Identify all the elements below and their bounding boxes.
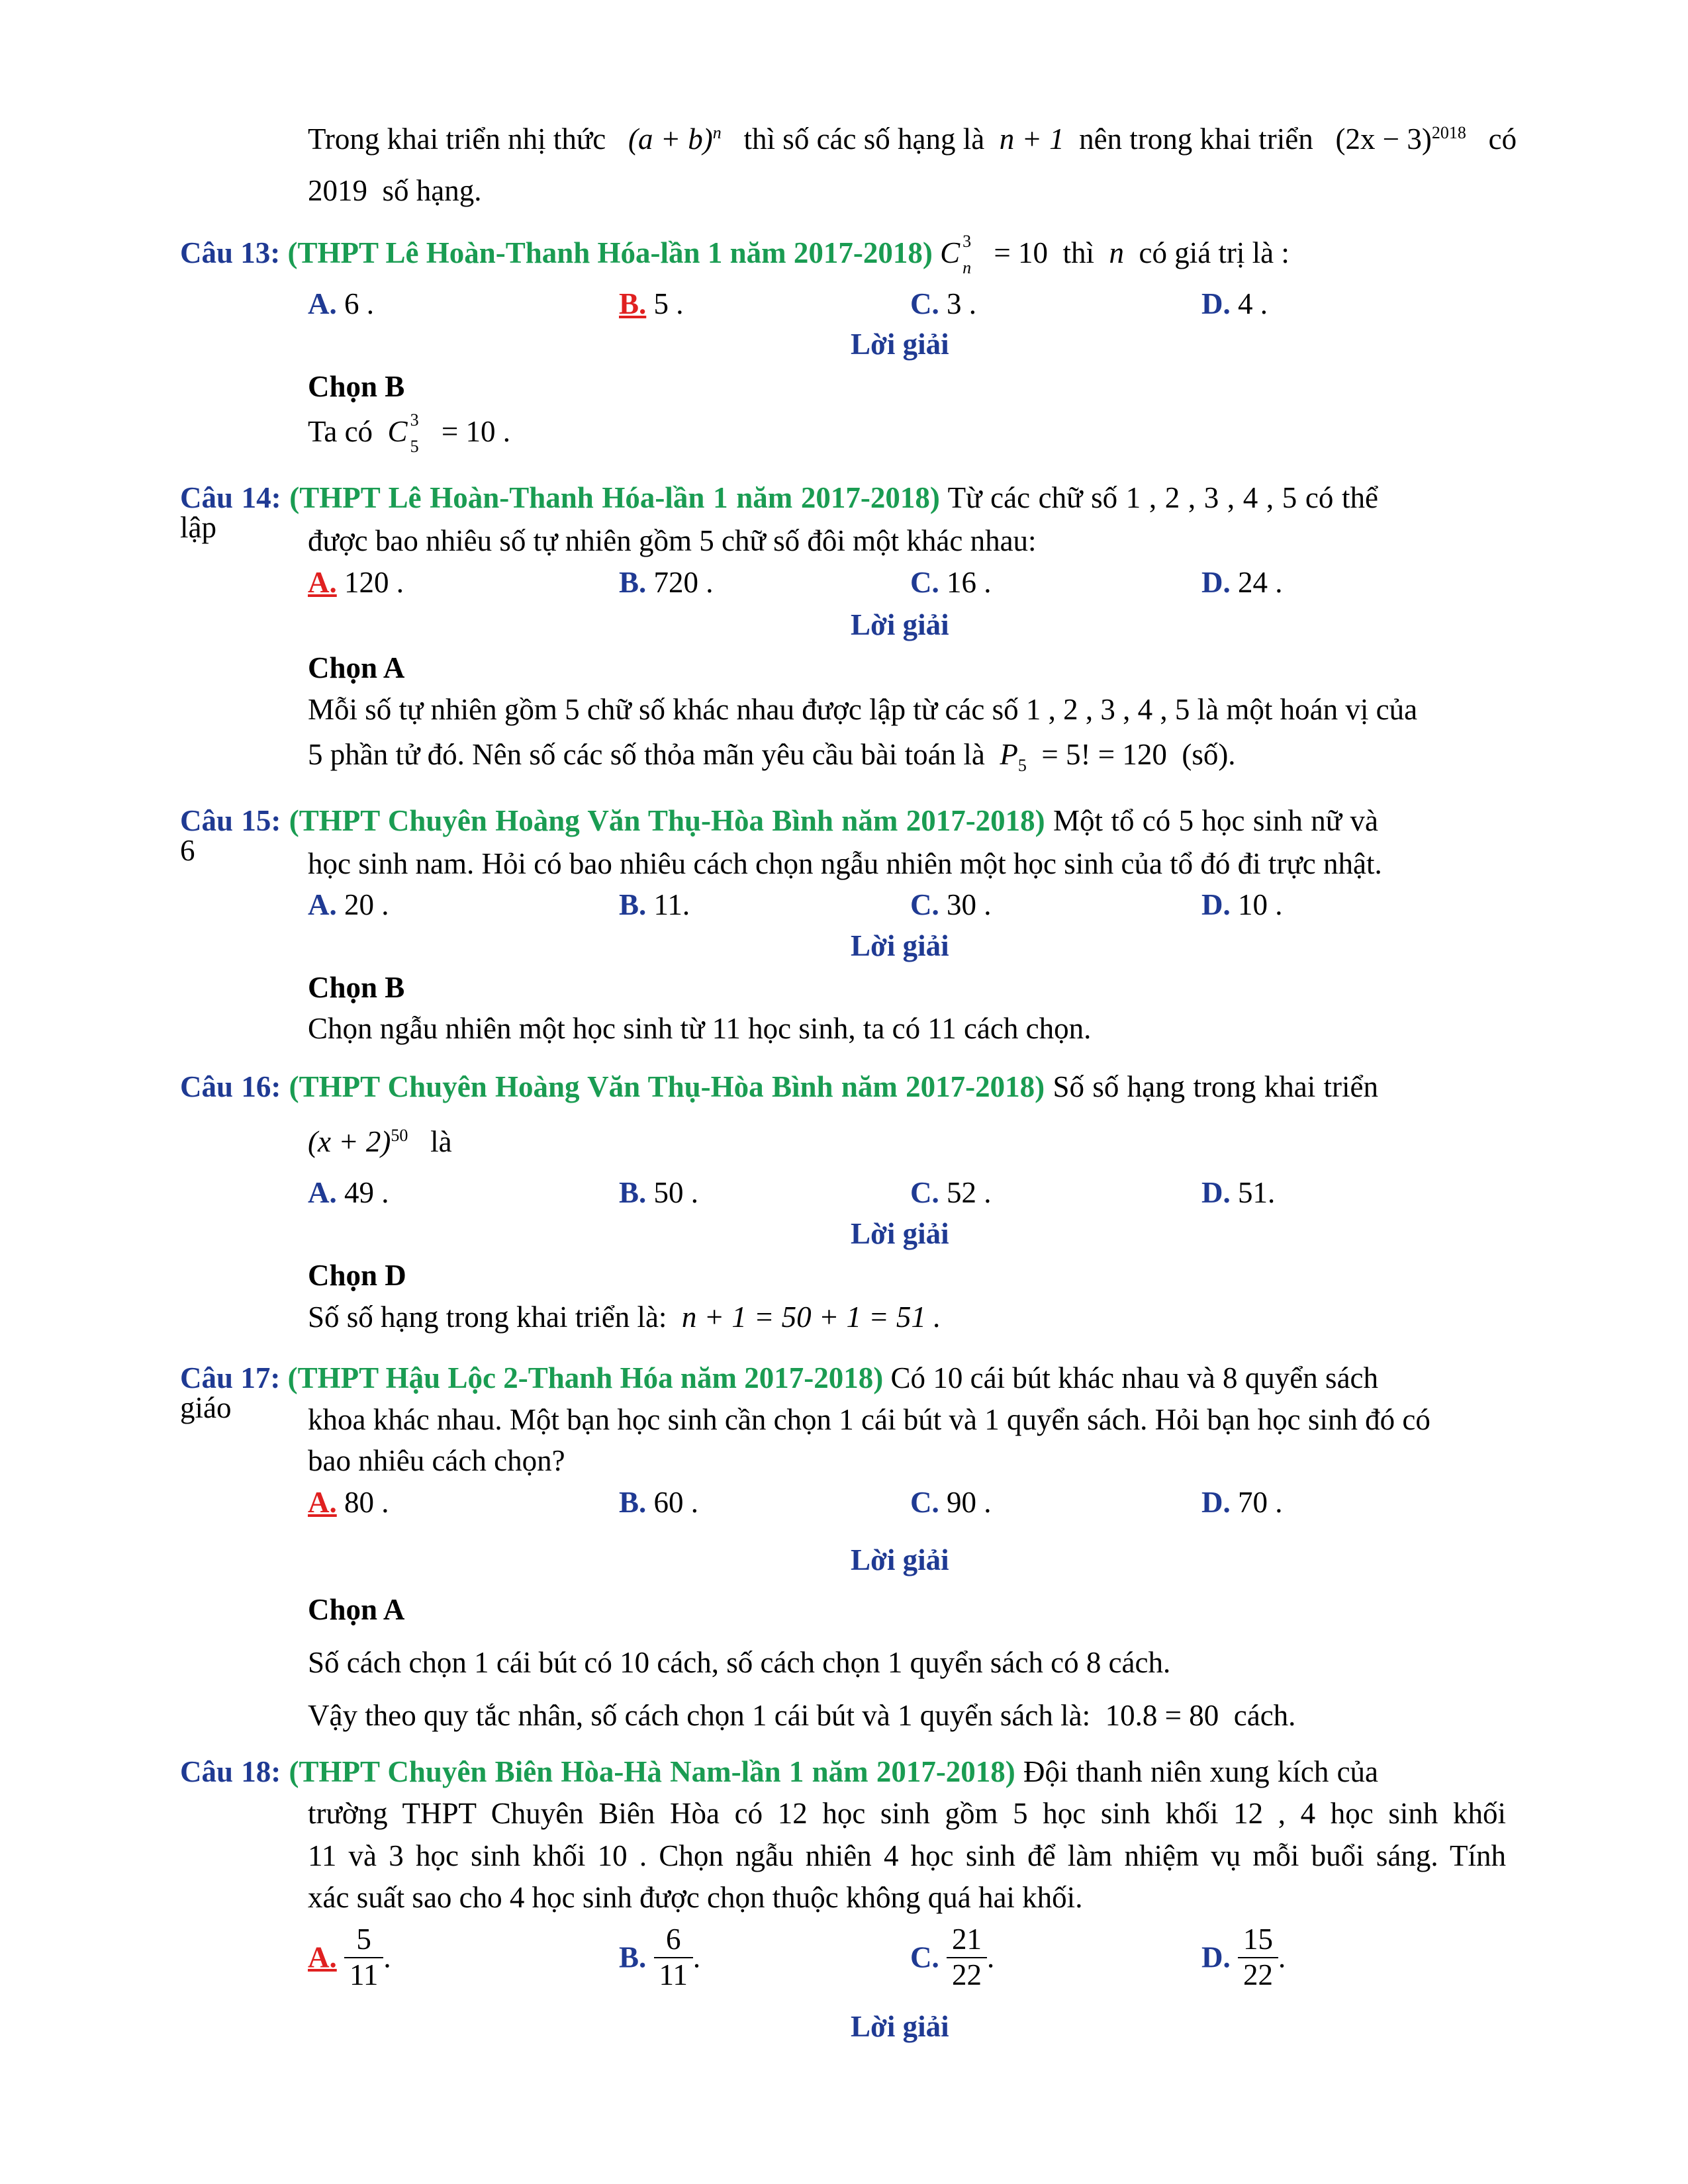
chosen-answer: Chọn A (308, 651, 405, 684)
solution-line (308, 1701, 1295, 1731)
fraction-numerator: 6 (654, 1923, 693, 1958)
math-symbol: C (940, 236, 961, 269)
option-d[interactable] (1201, 289, 1268, 319)
question-number: Câu 18: (180, 1755, 281, 1788)
option-b[interactable] (619, 568, 714, 598)
option-label: B. (619, 1176, 647, 1209)
solution-text: 5 phần tử đó. Nên số các số thỏa mãn yêu cầu bài toán là (308, 738, 985, 771)
option-value: 10 . (1238, 888, 1283, 921)
option-label-correct: A. (308, 1940, 337, 1974)
question-text: là (430, 1125, 452, 1158)
option-c[interactable]: C. $\frac{21}{22}$ . (910, 1923, 995, 1991)
fraction-numerator: 15 (1238, 1923, 1278, 1958)
option-value: 50 . (653, 1176, 699, 1209)
option-c[interactable] (910, 568, 992, 598)
math-number: 2019 (308, 174, 367, 207)
question-text: thì (1062, 236, 1094, 269)
option-d[interactable] (1201, 890, 1283, 920)
option-label: C. (910, 888, 939, 921)
math-expression: (x + 2) (308, 1125, 391, 1158)
option-b[interactable] (619, 890, 690, 920)
option-d[interactable]: D. $\frac{15}{22}$ . (1201, 1923, 1286, 1991)
option-label: B. (619, 888, 647, 921)
question-text: có giá trị là : (1139, 236, 1289, 269)
math-subscript: n (962, 258, 972, 277)
question-18-header (180, 1757, 1378, 1787)
option-c[interactable] (910, 289, 976, 319)
option-value: 5 . (653, 287, 684, 320)
fraction (1238, 1923, 1278, 1993)
option-a[interactable] (308, 1488, 389, 1518)
fraction (344, 1923, 383, 1993)
solution-text: Vậy theo quy tắc nhân, số cách chọn 1 cái bút và 1 quyển sách là: (308, 1699, 1091, 1732)
option-a[interactable] (308, 568, 404, 598)
option-a[interactable]: A. $\frac{5}{11}$ . (308, 1923, 391, 1991)
option-label-correct: B. (619, 287, 647, 320)
solution-heading: Lời giải (851, 929, 949, 962)
chosen-answer: Chọn B (308, 971, 405, 1004)
chosen-answer: Chọn A (308, 1593, 405, 1626)
fraction-numerator: 5 (344, 1923, 383, 1958)
math-expression: n + 1 (999, 122, 1064, 156)
solution-heading: Lời giải (851, 1543, 949, 1576)
option-label: D. (1201, 1176, 1231, 1209)
solution-text: cách. (1233, 1699, 1296, 1732)
option-a[interactable] (308, 1178, 389, 1208)
option-value: 49 . (344, 1176, 389, 1209)
question-line: học sinh nam. Hỏi có bao nhiêu cách chọn ngẫu nhiên một học sinh của tổ đó đi trực nhật. (308, 847, 1382, 880)
option-value: 4 . (1238, 287, 1268, 320)
question-line: 11 và 3 học sinh khối 10 . Chọn ngẫu nhiên 4 học sinh để làm nhiệm vụ mỗi buổi sáng. Tính (308, 1839, 1506, 1872)
fraction-denominator: 11 (350, 1958, 379, 1991)
question-text: Có 10 cái bút khác nhau và 8 quyển sách giáo (180, 1361, 1379, 1424)
option-value: 80 . (344, 1486, 389, 1519)
solution-line: Số cách chọn 1 cái bút có 10 cách, số cách chọn 1 quyển sách có 8 cách. (308, 1646, 1171, 1679)
math-expression: n + 1 = 50 + 1 = 51 . (681, 1300, 941, 1334)
intro-line-2 (308, 176, 482, 206)
question-text: Đội thanh niên xung kích của (1023, 1755, 1379, 1788)
fraction-denominator: 22 (1243, 1958, 1273, 1991)
option-value: 120 . (344, 566, 404, 599)
option-value: 11. (653, 888, 690, 921)
option-label: D. (1201, 888, 1231, 921)
option-label: B. (619, 566, 647, 599)
solution-line (308, 738, 1236, 775)
option-b[interactable] (619, 289, 684, 319)
question-text: Từ các chữ số 1 , 2 , 3 , 4 , 5 có thể lập (180, 481, 1378, 544)
option-label-correct: A. (308, 566, 337, 599)
math-expression: = 10 . (441, 415, 510, 448)
question-number: Câu 16: (180, 1070, 281, 1103)
question-line: bao nhiêu cách chọn? (308, 1444, 565, 1477)
fraction (654, 1923, 693, 1993)
option-b[interactable] (619, 1178, 698, 1208)
option-label: D. (1201, 1486, 1231, 1519)
option-label: A. (308, 888, 337, 921)
option-value: 24 . (1238, 566, 1283, 599)
option-label: D. (1201, 287, 1231, 320)
option-label: C. (910, 1176, 939, 1209)
chosen-answer: Chọn D (308, 1259, 406, 1292)
question-source: (THPT Hậu Lộc 2-Thanh Hóa năm 2017-2018) (287, 1361, 884, 1394)
option-value: 6 . (344, 287, 374, 320)
option-value: 70 . (1238, 1486, 1283, 1519)
option-value: 16 . (947, 566, 992, 599)
option-c[interactable] (910, 1178, 992, 1208)
intro-line-1 (308, 124, 1517, 154)
question-source: (THPT Lê Hoàn-Thanh Hóa-lần 1 năm 2017-2018) (287, 236, 933, 269)
solution-line: Mỗi số tự nhiên gồm 5 chữ số khác nhau được lập từ các số 1 , 2 , 3 , 4 , 5 là một hoán vị của (308, 693, 1418, 726)
question-number: Câu 13: (180, 236, 281, 269)
option-value: 90 . (947, 1486, 992, 1519)
intro-text: Trong khai triển nhị thức (308, 122, 606, 156)
option-a[interactable] (308, 890, 389, 920)
math-expression: = 5! = 120 (1041, 738, 1167, 771)
math-superscript: 3 (410, 410, 419, 430)
math-variable: n (1109, 236, 1124, 269)
option-value: 60 . (653, 1486, 699, 1519)
option-b[interactable] (619, 1488, 698, 1518)
intro-text: nên trong khai triển (1079, 122, 1313, 156)
question-line: xác suất sao cho 4 học sinh được chọn thuộc không quá hai khối. (308, 1881, 1083, 1914)
solution-heading: Lời giải (851, 328, 949, 361)
question-text: Một tổ có 5 học sinh nữ và 6 (180, 804, 1379, 867)
option-label: A. (308, 1176, 337, 1209)
option-label: D. (1201, 1940, 1231, 1974)
question-source: (THPT Chuyên Hoàng Văn Thụ-Hòa Bình năm 2017-2018) (289, 804, 1045, 837)
option-c[interactable] (910, 890, 992, 920)
solution-heading: Lời giải (851, 608, 949, 641)
math-exponent: 50 (391, 1126, 408, 1145)
option-value: 51. (1238, 1176, 1276, 1209)
question-number: Câu 15: (180, 804, 281, 837)
question-line: được bao nhiêu số tự nhiên gồm 5 chữ số đôi một khác nhau: (308, 524, 1037, 557)
solution-line (308, 1302, 941, 1332)
solution-line: Chọn ngẫu nhiên một học sinh từ 11 học sinh, ta có 11 cách chọn. (308, 1012, 1092, 1045)
fraction-numerator: 21 (947, 1923, 987, 1958)
question-13-header (180, 232, 1289, 277)
question-text: Số số hạng trong khai triển (1053, 1070, 1379, 1103)
fraction-denominator: 22 (952, 1958, 982, 1991)
intro-text: có (1488, 122, 1517, 156)
option-value: 52 . (947, 1176, 992, 1209)
math-expression: (a + b) (628, 122, 713, 156)
option-d[interactable] (1201, 1178, 1275, 1208)
option-label: C. (910, 1940, 939, 1974)
option-label: B. (619, 1486, 647, 1519)
solution-text: (số). (1182, 738, 1236, 771)
question-line: trường THPT Chuyên Biên Hòa có 12 học sinh gồm 5 học sinh khối 12 , 4 học sinh khối (308, 1797, 1506, 1830)
math-expression: 10.8 = 80 (1105, 1699, 1219, 1732)
option-label: C. (910, 566, 939, 599)
math-subscript: 5 (410, 437, 419, 456)
option-value: 20 . (344, 888, 389, 921)
option-b[interactable]: B. $\frac{6}{11}$ . (619, 1923, 701, 1991)
math-exponent: 2018 (1431, 123, 1466, 142)
solution-heading: Lời giải (851, 2010, 949, 2043)
option-label: A. (308, 287, 337, 320)
option-label: B. (619, 1940, 647, 1974)
option-c[interactable] (910, 1488, 992, 1518)
solution-text: Ta có (308, 415, 373, 448)
question-16-header (180, 1072, 1378, 1102)
question-line (308, 1127, 452, 1157)
option-label-correct: A. (308, 1486, 337, 1519)
math-index (960, 232, 986, 277)
math-expression: = 10 (994, 236, 1048, 269)
option-value: 720 . (653, 566, 714, 599)
option-label: C. (910, 1486, 939, 1519)
solution-heading: Lời giải (851, 1217, 949, 1250)
solution-text: Số số hạng trong khai triển là: (308, 1300, 667, 1334)
chosen-answer: Chọn B (308, 370, 405, 403)
question-line: khoa khác nhau. Một bạn học sinh cần chọn 1 cái bút và 1 quyển sách. Hỏi bạn học sinh đó có (308, 1403, 1430, 1436)
math-exponent: n (712, 123, 722, 142)
option-a[interactable] (308, 289, 374, 319)
option-value: 3 . (947, 287, 976, 320)
question-number: Câu 14: (180, 481, 281, 514)
solution-line (308, 410, 510, 456)
option-d[interactable] (1201, 568, 1283, 598)
fraction-denominator: 11 (659, 1958, 688, 1991)
math-symbol: C (387, 415, 408, 448)
option-label: C. (910, 287, 939, 320)
intro-text: thì số các số hạng là (743, 122, 985, 156)
option-label: D. (1201, 566, 1231, 599)
option-value: 30 . (947, 888, 992, 921)
math-subscript: 5 (1017, 756, 1027, 775)
math-superscript: 3 (962, 232, 972, 251)
question-source: (THPT Chuyên Biên Hòa-Hà Nam-lần 1 năm 2017-2018) (289, 1755, 1015, 1788)
math-symbol: P (1000, 738, 1018, 771)
option-d[interactable] (1201, 1488, 1283, 1518)
question-source: (THPT Chuyên Hoàng Văn Thụ-Hòa Bình năm 2017-2018) (289, 1070, 1045, 1103)
question-number: Câu 17: (180, 1361, 281, 1394)
question-source: (THPT Lê Hoàn-Thanh Hóa-lần 1 năm 2017-2018) (289, 481, 940, 514)
intro-text: số hạng. (382, 174, 482, 207)
fraction (947, 1923, 987, 1993)
math-expression: (2x − 3) (1335, 122, 1432, 156)
